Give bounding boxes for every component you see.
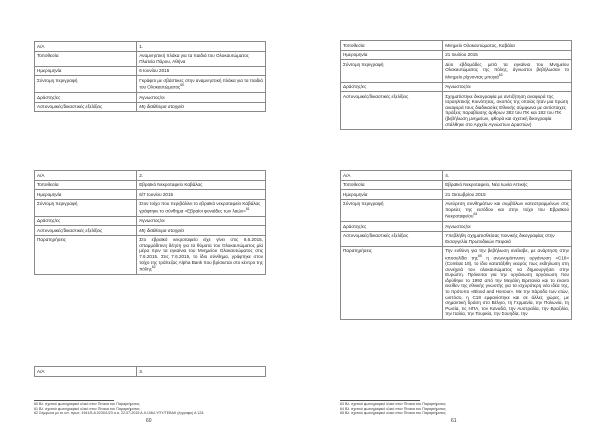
field-value [443,246,572,319]
table-row [341,222,572,232]
right-page [300,0,600,424]
footnote-ref: 60 [180,83,184,88]
field-value-text: 4. [445,172,450,178]
table-row [35,66,266,76]
field-value-text: Άγνωστος/οι [445,84,471,89]
footnote-ref: 61 [245,206,250,211]
table-row [341,199,572,221]
field-label: Σύντομη περιγραφή [35,199,137,216]
footnote: 62 Σύμφωνα με το υπ. πρωτ. 1941/5-8-0230/1/23 α.α. 22-07-2015 Α-9-1064-ΥΠΥ/ΤΕΒΑΚ (έγγραφο) Α 124. [34,411,205,416]
field-label: Δράστης/ες [35,216,137,226]
field-value-text: Σχηματίστηκε δικογραφία με αντιζήτηση αναφορά της Ισραηλιτικής Κοινότητας, σκοπός της οποίας ήταν μια πρώτη αναφορά τους διαδικασίες Εθνικής σύμφωνα με αντίστοιχες πράξεις παραβίασης άρθρων 382 του ΠΚ και 182 του ΠΚ (βεβήλωση μνημείων, φθορά και σχετική δικογραφία στάλθηκε στο Αρχείο Αγνώστων Δραστών) [445,93,569,127]
field-value [137,102,266,112]
field-label: Δράστης/ες [341,82,443,92]
field-label: Αστυνομικές/δικαστικές εξελίξεις [35,226,137,236]
field-label: Σύντομη περιγραφή [341,199,443,221]
table-row [341,82,572,92]
field-label: Αστυνομικές/δικαστικές εξελίξεις [341,92,443,130]
field-value-text: 21 Οκτωβρίου 2015 [445,191,486,197]
table-row [341,41,572,51]
footnote-ref: 64 [473,212,478,217]
field-value [137,367,266,377]
field-value-text: Υπεβλήθη σχηματισθείσας ποινικής δικογραφίας στην Εισαγγελία Πρωτοδικών Πειραιά [445,233,555,244]
field-value-text: Στο εβραϊκό νεκροταφείο είχε γίνει στις 6.6.2015, σπαμμάδιτινη δέηση για τα θύματα του Ολοκαυτώματος μία μέρα πριν τα εγκαίνια του Μνημείου Ολοκαυτώματος στις 7.6.2015. Στις 7.6.2015, το ίδιο σύνθημα, γράφτηκε στον τοίχο της τράπεζας Alpha Bank που βρίσκεται στο κέντρο της πόλης [139,237,263,272]
field-value-text: Εβραϊκό Νεκροταφείο, Νέα Ιωνία Αττικής [445,182,528,188]
footnote-ref: 63 [498,72,503,77]
footnote-separator [340,400,420,401]
table-row [35,367,266,377]
field-value [137,190,266,200]
field-value-text: 21 Ιουλίου 2015 [445,52,478,58]
field-value-text: 1. [139,43,144,49]
field-value-text: Στον τοίχο που περιβάλλει το εβραϊκό νεκροταφείο Καβάλας γράφτηκε το σύνθημα «Εβραίοι φονιάδες των λαών» [139,201,261,214]
field-value [443,231,572,246]
field-label: Ημερομηνία [341,190,443,200]
field-value [137,226,266,236]
table-row [341,171,572,181]
table-row [341,92,572,130]
field-value [443,92,572,130]
footnote: 60 Βλ. σχετικό φωτογραφικό υλικό στον Πίνακα του Παραρτήματος [34,402,140,406]
field-label: Τοποθεσία [341,180,443,190]
table-row [35,226,266,236]
table-row [341,190,572,200]
incident-table-1-cont [340,40,572,130]
footnote: 65 Βλ. σχετικό φωτογραφικό υλικό στον Πίνακα του Παραρτήματος [340,411,446,416]
field-value-text: Εβραϊκό Νεκροταφείο Καβάλας [139,182,203,188]
field-label: Τοποθεσία [35,180,137,190]
field-value [443,180,572,190]
field-value-text: 6/7 Ιουνίου 2015 [139,191,174,197]
field-label: Α/Α [35,367,137,377]
field-value [443,82,572,92]
field-label: Τοποθεσία [35,51,137,66]
field-value [137,171,266,181]
table-row [341,180,572,190]
footnotes [34,402,266,416]
field-label: Α/Α [35,42,137,52]
field-value [443,50,572,60]
table-row [35,102,266,112]
table-row [35,235,266,274]
field-value-text: 6 Ιουνίου 2015 [139,68,170,74]
page-number: 61 [451,418,457,424]
footnote-separator [34,400,114,401]
field-label: Παρατηρήσεις [341,246,443,319]
field-value [137,51,266,66]
field-label: Δράστης/ες [35,93,137,103]
field-label: Ημερομηνία [35,66,137,76]
incident-table-3 [34,366,266,377]
field-label: Αστυνομικές/δικαστικές εξελίξεις [341,231,443,246]
field-value [443,60,572,82]
table-row [35,76,266,93]
table-row [35,216,266,226]
footnote-ref: 62 [151,265,156,270]
field-value [443,41,572,51]
footnote: 61 Βλ. σχετικό φωτογραφικό υλικό στον Πίνακα του Παραρτήματος [34,406,140,411]
incident-table-2 [34,170,266,275]
table-row [35,199,266,216]
table-row [35,51,266,66]
field-value-text: Μη διαθέσιμα στοιχεία [139,227,184,233]
table-row [35,42,266,52]
field-value-text: Μνημείο Ολοκαυτώματος, Καβάλα [445,42,515,48]
field-value [137,93,266,103]
field-value-text: Δύο εβδομάδες μετά τα εγκαίνια του Μνημείου Ολοκαυτώματος της πόλης, άγνωστοι βεβήλωσαν το Μνημείο ρίχνοντας μπογιά [445,61,569,80]
table-row [341,246,572,319]
field-label: Τοποθεσία [341,41,443,51]
incident-table-4 [340,170,572,320]
table-row [35,180,266,190]
footnote: 64 Βλ. σχετικό φωτογραφικό υλικό στον Πίνακα του Παραρτήματος [340,406,446,411]
footnotes [340,402,572,416]
field-value-text: 3. [139,368,144,374]
field-value [137,216,266,226]
field-value-text: Μη διαθέσιμα στοιχεία [139,104,184,110]
field-label: Ημερομηνία [35,190,137,200]
table-row [341,50,572,60]
field-value [137,66,266,76]
field-label: Αστυνομικές/δικαστικές εξελίξεις [35,102,137,112]
field-label: Α/Α [35,171,137,181]
table-row [341,231,572,246]
field-label: Α/Α [341,171,443,181]
field-value [443,190,572,200]
field-value [137,42,266,52]
field-value-text: Άγνωστος/οι [139,218,165,223]
field-value-text: Αναμνηστική πλάκα για τα παιδιά του Ολοκαυτώματος Πλατεία Πάρου, Αθήνα [139,53,249,64]
field-label: Ημερομηνία [341,50,443,60]
field-value [443,222,572,232]
field-label: Δράστης/ες [341,222,443,232]
field-value [137,76,266,93]
field-value-text: Άγνωστος/οι [445,223,471,229]
field-value-text: 2. [139,172,144,178]
incident-table-1 [34,41,266,112]
table-row [35,93,266,103]
field-value [443,171,572,181]
field-label: Σύντομη περιγραφή [341,60,443,82]
footnote-ref: 65 [477,253,482,258]
field-value-text: Γκράφιτι με σβάστικες στην αναμνηστική πλάκα για τα παιδιά του Ολοκαυτώματος [139,77,263,90]
field-value [137,180,266,190]
field-value [137,199,266,216]
field-label: Σύντομη περιγραφή [35,76,137,93]
field-value [137,235,266,274]
field-value-text: Άγνωστος/οι [139,94,165,100]
field-value-text: Την ευθύνη για την βεβήλωση ανέλαβε, με ανάρτηση στην ιστοσελίδα της [445,248,569,261]
field-value-text: Ανεύρεση συνθημάτων και συμβόλων κατεστραμμένων στις πορείες της εισόδου και στην τοίχο του Εβραϊκού Νεκροταφείου [445,201,569,219]
footnote: 63 Βλ. σχετικό φωτογραφικό υλικό στον Πίνακα του Παραρτήματος [340,402,446,406]
field-label: Παρατηρήσεις [35,235,137,274]
page-number: 60 [146,418,152,424]
table-row [35,190,266,200]
table-row [35,171,266,181]
field-value-text-cont: η ανωνυμόπνυνη οργάνωση «C18» (Combat 18), το ίδιο κατατάξιθη νεαρός πως εκδηλωση στη συνέχειά του ολοκαυτώματος να δημιουργήσει στην Ευρώπη. Πρόκειται για την οργάνωση οργάνωση που ιδρύθηκε το 1992 από την Μεγάλη Βρετανία και το έναντι εκείθεν της εθνικής γνωστής για τα ισχυρότερη νέα ιδέα της, το πρότυπο «Blood and Honour». Με την πάροδο των ετών, ωστόσο, η C18 εμφανίστηκε και σε άλλες χώρες, με σημαντική δράση στο Βέλγιο, τη Γερμανία, την Πολωνία, τη Ρωσία, τις ΗΠΑ, τον Καναδά, την Αυστραλία, την Βραζιλία, την Ιταλία, την Τουρκία, την Σουηδία, την [445,255,570,317]
table-row [341,60,572,82]
field-value [443,199,572,221]
